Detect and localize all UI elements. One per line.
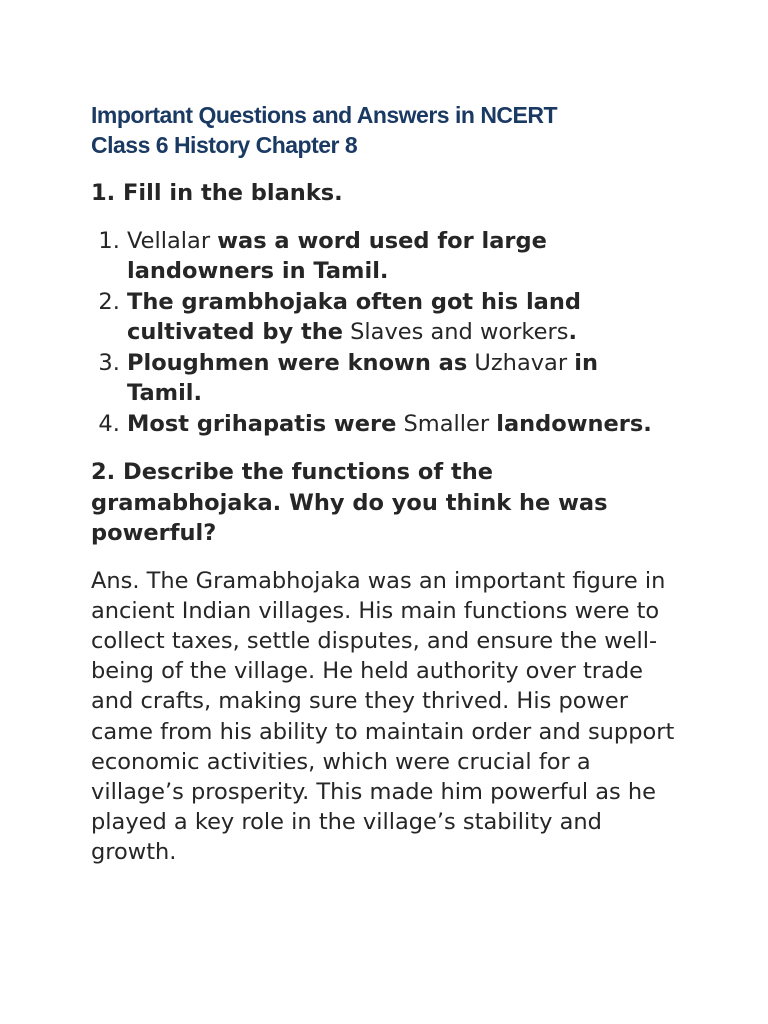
blank-answer: Smaller (403, 410, 490, 437)
page-title-line-1: Important Questions and Answers in NCERT (91, 102, 558, 128)
statement-text: The grambhojaka often got his land cultivated by the (127, 288, 581, 345)
list-item (127, 409, 678, 440)
list-item (127, 348, 678, 409)
statement-text: Ploughmen were known as (127, 349, 468, 376)
page-title-line-2: Class 6 History Chapter 8 (91, 132, 358, 158)
statement-text: was a word used for large landowners in Tamil. (127, 227, 547, 284)
question-2-answer: Ans. The Gramabhojaka was an important figure in ancient Indian villages. His main functions were to collect taxes, settle disputes, and ensure the well-being of the village. He held authority over trade and crafts, making sure they thrived. His power came from his ability to maintain order and support economic activities, which were crucial for a village’s prosperity. This made him powerful as he played a key role in the village’s stability and growth. (91, 567, 675, 866)
statement-text: Most grihapatis were (127, 410, 397, 437)
blank-answer: Vellalar (127, 227, 211, 254)
fill-in-blanks-list (91, 226, 678, 440)
blank-answer: Slaves and workers (350, 319, 569, 345)
list-item (127, 287, 678, 348)
statement-text: landowners. (496, 410, 652, 437)
blank-answer: Uzhavar (474, 349, 568, 376)
page-title (91, 100, 678, 160)
list-item (127, 226, 678, 287)
question-2-heading: 2. Describe the functions of the gramabhojaka. Why do you think he was powerful? (91, 459, 608, 546)
question-1-heading: 1. Fill in the blanks. (91, 180, 343, 206)
statement-text: . (568, 319, 578, 345)
statement-text: in Tamil. (127, 349, 598, 406)
